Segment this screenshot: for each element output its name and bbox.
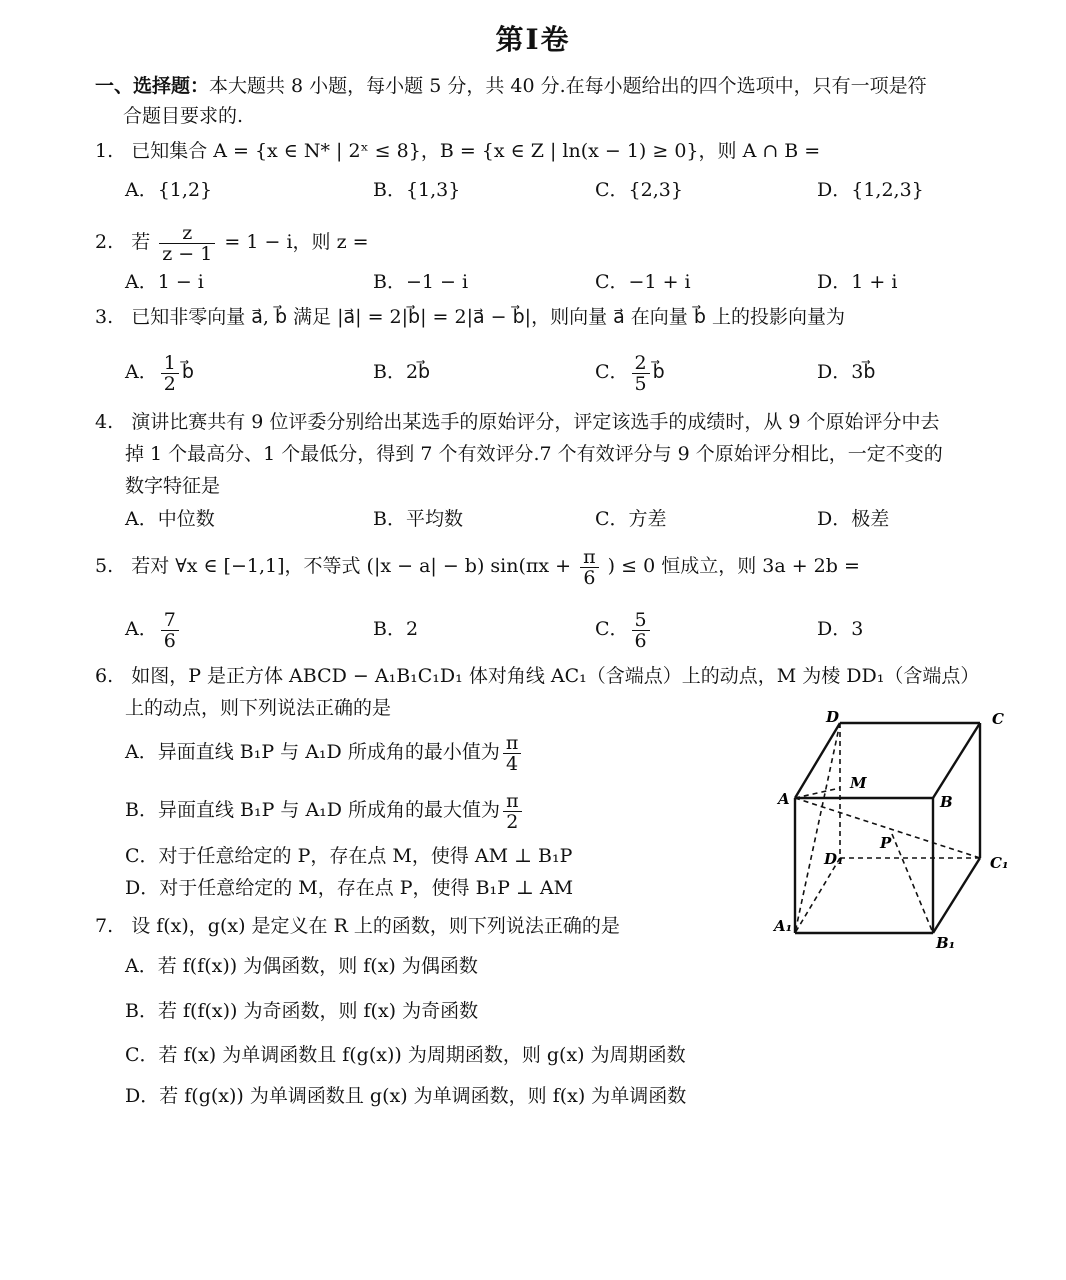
option-tail: b⃗ [652, 361, 665, 383]
section-header [95, 72, 927, 100]
q4-option-b[interactable]: B．平均数 [373, 508, 463, 530]
q4-option-a[interactable]: A．中位数 [125, 508, 215, 530]
question-3 [95, 303, 845, 331]
q3-option-d[interactable] [817, 358, 875, 386]
q1-option-c[interactable]: C．{2,3} [595, 179, 683, 201]
option-tail: b⃗ [181, 361, 194, 383]
fraction-numerator: 2 [632, 353, 650, 374]
fraction-numerator: π [503, 733, 522, 754]
q5-option-b[interactable] [373, 615, 418, 643]
fraction-denominator: 6 [583, 566, 596, 589]
question-text: 设 f(x)，g(x) 是定义在 R 上的函数，则下列说法正确的是 [131, 915, 620, 937]
label-B: B [940, 793, 953, 811]
question-line1: 如图，P 是正方体 ABCD − A₁B₁C₁D₁ 体对角线 AC₁（含端点）上的动点，M 为棱 DD₁（含端点） [131, 665, 980, 687]
q2-option-a[interactable]: A．1 − i [125, 271, 204, 293]
edge-B1C1 [933, 858, 980, 933]
q6-option-c[interactable]: C．对于任意给定的 P，存在点 M，使得 AM ⊥ B₁P [125, 845, 573, 867]
q7-option-a[interactable]: A．若 f(f(x)) 为偶函数，则 f(x) 为偶函数 [125, 955, 478, 977]
q3-option-c[interactable] [595, 350, 665, 394]
fraction [161, 610, 179, 651]
question-number: 1. [95, 140, 114, 162]
question-5 [95, 544, 860, 588]
label-A: A [778, 790, 790, 808]
q5-option-d[interactable] [817, 615, 863, 643]
fraction-numerator: 5 [632, 610, 650, 631]
fraction-denominator: 6 [634, 629, 647, 652]
option-value: 2b⃗ [405, 361, 431, 383]
fraction-denominator: 6 [163, 629, 176, 652]
question-text-pre: 若 [131, 231, 151, 253]
label-D1: D₁ [824, 850, 844, 868]
q7-option-c[interactable]: C．若 f(x) 为单调函数且 f(g(x)) 为周期函数，则 g(x) 为周期函数 [125, 1044, 686, 1066]
page-title: 第Ⅰ卷 [495, 23, 571, 56]
question-2 [95, 220, 369, 264]
q1-option-d[interactable]: D．{1,2,3} [817, 179, 924, 201]
option-label: C． [595, 618, 629, 640]
fraction [503, 791, 522, 832]
question-1 [95, 137, 820, 165]
question-number: 4. [95, 411, 114, 433]
segment-DA1 [795, 723, 840, 933]
option-label: A． [125, 361, 158, 383]
label-C1: C₁ [990, 854, 1009, 872]
option-label: B． [373, 618, 406, 640]
edge-DA [795, 723, 840, 798]
question-number: 3. [95, 306, 114, 328]
q2-option-b[interactable]: B．−1 − i [373, 271, 469, 293]
fraction [159, 223, 215, 264]
fraction-denominator: z − 1 [162, 242, 213, 265]
section-head: 一、选择题： [95, 75, 210, 97]
question-text-post: ) ≤ 0 恒成立，则 3a + 2b = [607, 555, 860, 577]
fraction [503, 733, 522, 774]
fraction [161, 353, 179, 394]
fraction-numerator: z [159, 223, 215, 244]
option-label: D． [817, 618, 852, 640]
q6-option-d[interactable]: D．对于任意给定的 M，存在点 P，使得 B₁P ⊥ AM [125, 877, 574, 899]
label-D: D [826, 708, 840, 726]
q2-option-c[interactable]: C．−1 + i [595, 271, 691, 293]
q6-option-a[interactable] [125, 730, 524, 774]
option-text: A．异面直线 B₁P 与 A₁D 所成角的最小值为 [125, 741, 500, 763]
option-label: B． [373, 361, 406, 383]
q1-option-a[interactable]: A．{1,2} [125, 179, 213, 201]
label-M: M [850, 774, 867, 792]
q7-option-b[interactable]: B．若 f(f(x)) 为奇函数，则 f(x) 为奇函数 [125, 1000, 479, 1022]
question-number: 7. [95, 915, 114, 937]
question-number: 6. [95, 665, 114, 687]
fraction-numerator: π [503, 791, 522, 812]
question-text: 已知集合 A = {x ∈ N* | 2ˣ ≤ 8}，B = {x ∈ Z | ln(x − 1) ≥ 0}，则 A ∩ B = [131, 140, 821, 162]
option-label: C． [595, 361, 629, 383]
fraction [580, 547, 599, 588]
edge-CB [933, 723, 980, 798]
option-text: B．异面直线 B₁P 与 A₁D 所成角的最大值为 [125, 799, 501, 821]
q5-option-a[interactable] [125, 607, 182, 651]
fraction-denominator: 2 [163, 372, 176, 395]
question-text-post: = 1 − i，则 z = [224, 231, 369, 253]
question-7 [95, 912, 620, 940]
section-line1: 本大题共 8 小题，每小题 5 分，共 40 分.在每小题给出的四个选项中，只有一项是符 [209, 75, 927, 97]
q3-option-b[interactable] [373, 358, 430, 386]
section-line2: 合题目要求的. [123, 105, 244, 127]
fraction-numerator: 1 [161, 353, 179, 374]
q3-option-a[interactable] [125, 350, 194, 394]
fraction-numerator: π [580, 547, 599, 568]
question-number: 2. [95, 231, 114, 253]
label-C: C [992, 710, 1004, 728]
cube-figure [770, 708, 1040, 953]
question-text-pre: 若对 ∀x ∈ [−1,1]，不等式 (|x − a| − b) sin(πx + [131, 555, 572, 577]
question-4 [95, 408, 940, 436]
question-6 [95, 662, 979, 690]
fraction-denominator: 2 [506, 810, 519, 833]
question-number: 5. [95, 555, 114, 577]
label-B1: B₁ [936, 934, 956, 952]
cube-diagram [770, 708, 1040, 953]
option-value: 2 [405, 618, 419, 640]
q5-option-c[interactable] [595, 607, 653, 651]
option-label: D． [817, 361, 852, 383]
option-value: 3 [851, 618, 864, 640]
segment-PB1 [892, 834, 933, 933]
fraction [632, 353, 650, 394]
question-line2: 上的动点，则下列说法正确的是 [125, 697, 392, 719]
fraction-denominator: 5 [634, 372, 647, 395]
segment-AM [795, 788, 840, 798]
fraction [632, 610, 650, 651]
q6-option-b[interactable] [125, 788, 525, 832]
q7-option-d[interactable]: D．若 f(g(x)) 为单调函数且 g(x) 为单调函数，则 f(x) 为单调函数 [125, 1085, 687, 1107]
edge-D1A1 [795, 858, 840, 933]
option-label: A． [125, 618, 158, 640]
fraction-denominator: 4 [506, 752, 519, 775]
q4-option-d[interactable]: D．极差 [817, 508, 890, 530]
label-A1: A₁ [774, 917, 793, 935]
vertex-labels [772, 708, 1009, 952]
question-line2: 掉 1 个最高分、1 个最低分，得到 7 个有效评分.7 个有效评分与 9 个原始评分相比，一定不变的 [125, 443, 943, 465]
q4-option-c[interactable]: C．方差 [595, 508, 667, 530]
question-line1: 演讲比赛共有 9 位评委分别给出某选手的原始评分，评定该选手的成绩时，从 9 个原始评分中去 [131, 411, 940, 433]
question-line3: 数字特征是 [125, 475, 221, 497]
option-value: 3b⃗ [851, 361, 876, 383]
question-text: 已知非零向量 a⃗, b⃗ 满足 |a⃗| = 2|b⃗| = 2|a⃗ − b⃗|，则向量 a⃗ 在向量 b⃗ 上的投影向量为 [131, 306, 845, 328]
label-P: P [880, 834, 892, 852]
q2-option-d[interactable]: D．1 + i [817, 271, 898, 293]
fraction-numerator: 7 [161, 610, 179, 631]
q1-option-b[interactable]: B．{1,3} [373, 179, 461, 201]
